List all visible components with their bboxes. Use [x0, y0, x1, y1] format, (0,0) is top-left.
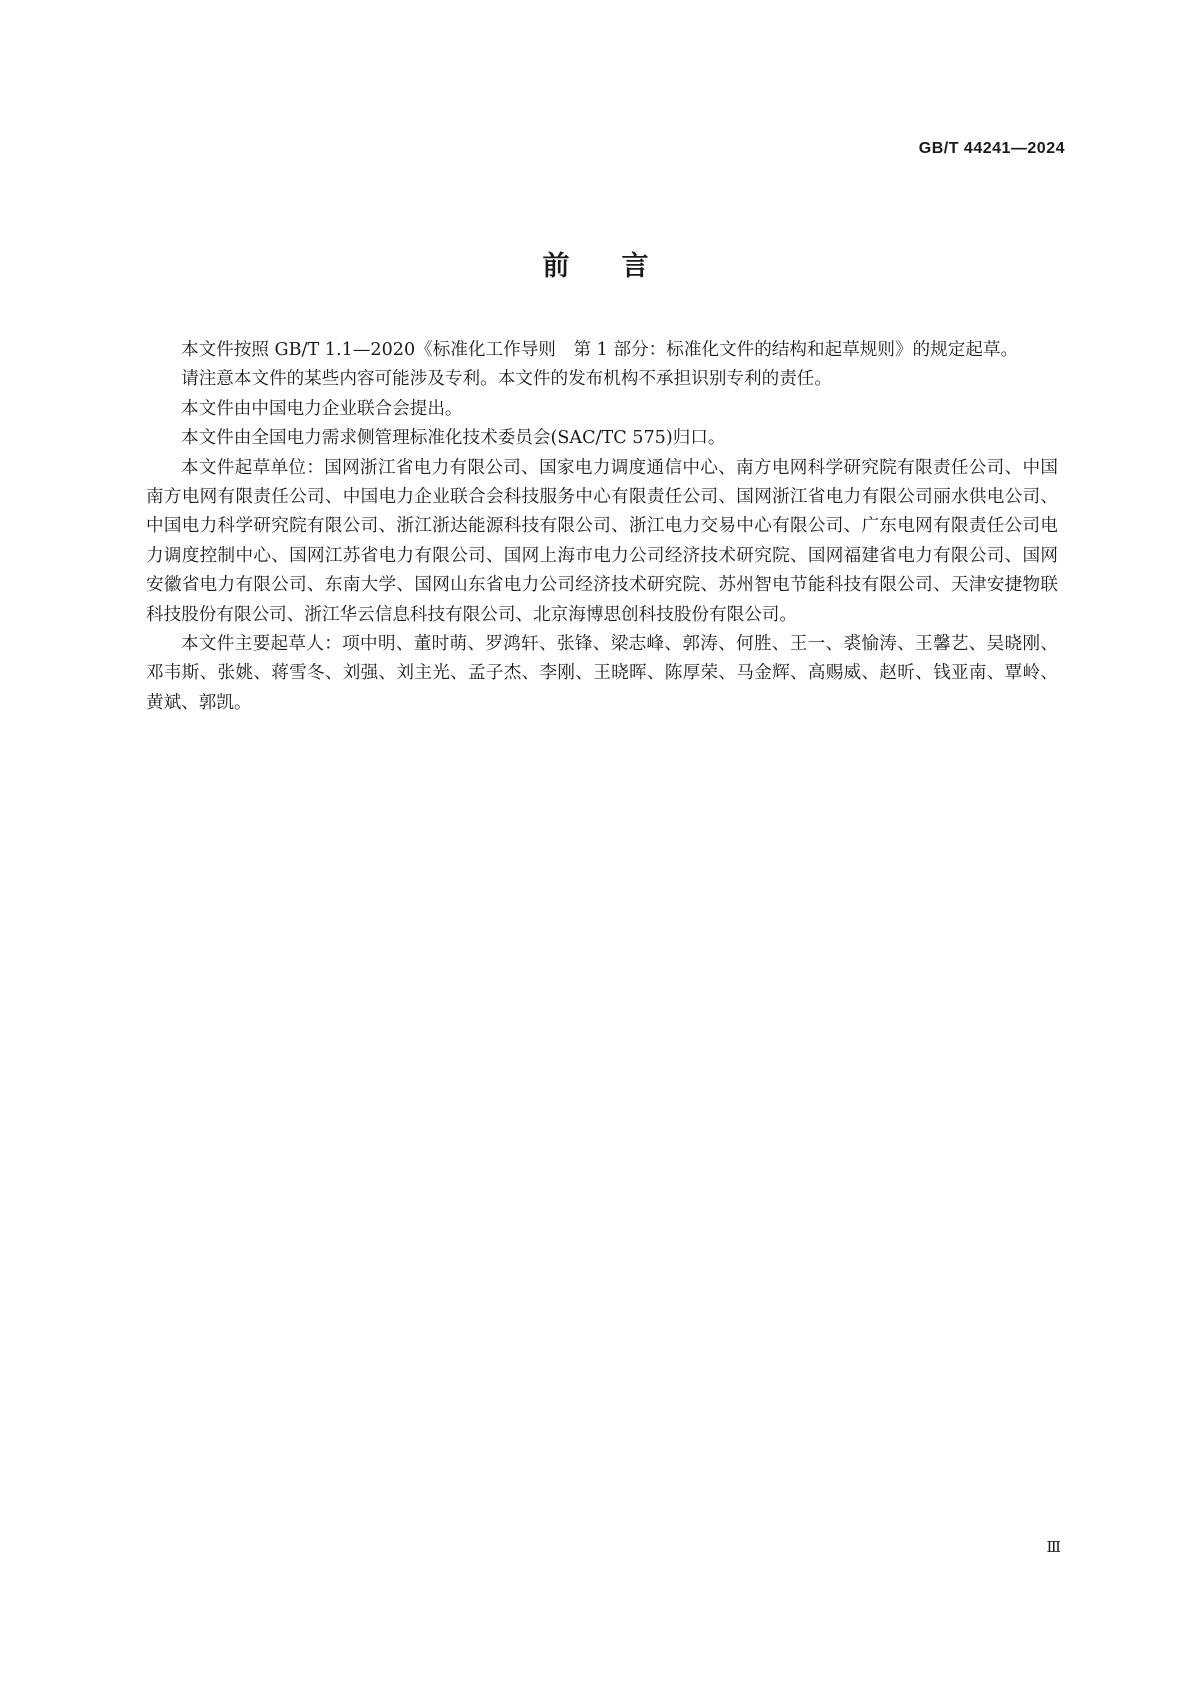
- paragraph-patent-notice: 请注意本文件的某些内容可能涉及专利。本文件的发布机构不承担识别专利的责任。: [181, 369, 832, 390]
- page-title: 前言: [542, 251, 701, 282]
- page-number: Ⅲ: [1046, 1538, 1061, 1556]
- paragraph-main-drafters: 本文件主要起草人：项中明、董时萌、罗鸿轩、张锋、梁志峰、郭涛、何胜、王一、裘愉涛、王馨艺、吴晓刚、邓韦斯、张姚、蒋雪冬、刘强、刘主光、孟子杰、李刚、王晓晖、陈厚荣、马金辉、高赐威、赵昕、钱亚南、覃岭、黄斌、郭凯。: [146, 634, 1058, 713]
- paragraph-technical-committee: 本文件由全国电力需求侧管理标准化技术委员会(SAC/TC 575)归口。: [181, 428, 726, 449]
- paragraph-drafting-organizations: 本文件起草单位：国网浙江省电力有限公司、国家电力调度通信中心、南方电网科学研究院有限责任公司、中国南方电网有限责任公司、中国电力企业联合会科技服务中心有限责任公司、国网浙江省电力有限公司丽水供电公司、中国电力科学研究院有限公司、浙江浙达能源科技有限公司、浙江电力交易中心有限公司、广东电网有限责任公司电力调度控制中心、国网江苏省电力有限公司、国网上海市电力公司经济技术研究院、国网福建省电力有限公司、国网安徽省电力有限公司、东南大学、国网山东省电力公司经济技术研究院、苏州智电节能科技有限公司、天津安捷物联科技股份有限公司、浙江华云信息科技有限公司、北京海博思创科技股份有限公司。: [146, 457, 1058, 625]
- document-code: GB/T 44241—2024: [918, 140, 1065, 157]
- paragraph-drafting-rules: 本文件按照 GB/T 1.1—2020《标准化工作导则 第 1 部分：标准化文件的结构和起草规则》的规定起草。: [181, 340, 1019, 360]
- preface-body: [146, 336, 1058, 718]
- paragraph-proposer: 本文件由中国电力企业联合会提出。: [181, 398, 463, 419]
